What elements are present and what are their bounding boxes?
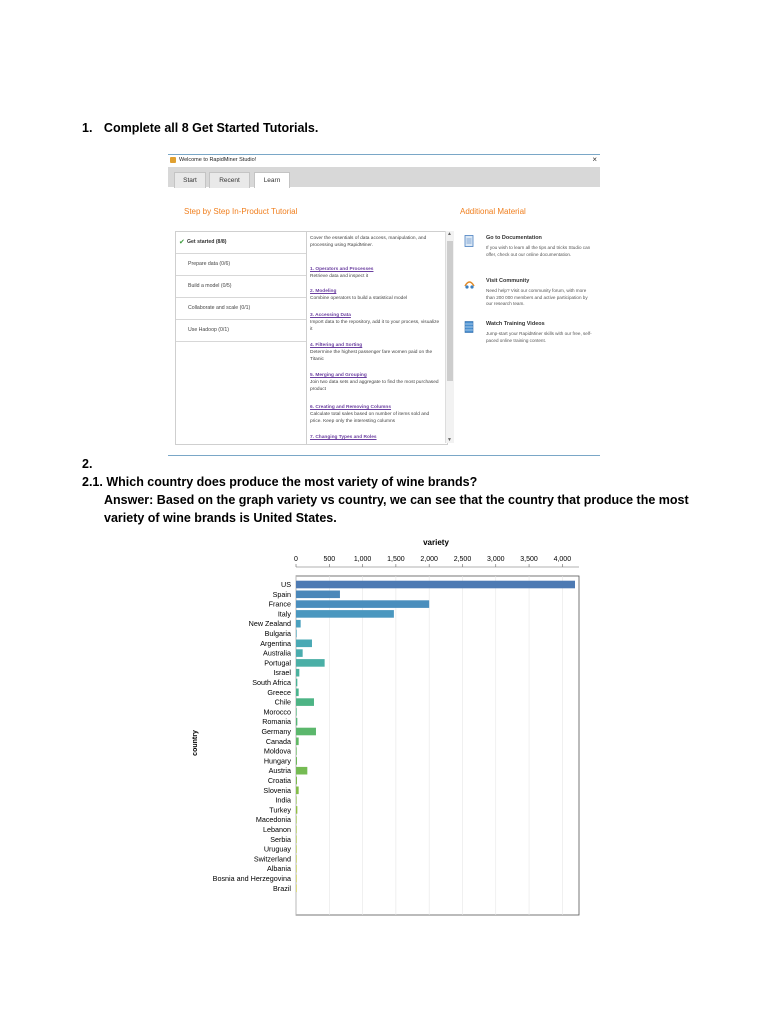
additional-desc: Need help? Visit our community forum, with more than 200 000 members and active participation by our research team. bbox=[486, 288, 588, 306]
close-icon[interactable]: × bbox=[592, 155, 597, 164]
x-axis-title: variety bbox=[423, 538, 449, 547]
bar bbox=[296, 669, 299, 677]
x-tick-label: 2,000 bbox=[420, 556, 438, 563]
tutorial-step[interactable] bbox=[310, 342, 440, 363]
bar bbox=[296, 610, 394, 618]
window-titlebar bbox=[168, 155, 600, 167]
step-title[interactable]: 4. Filtering and Sorting bbox=[310, 343, 363, 348]
answer-line-1: Answer: Based on the graph variety vs country, we can see that the country that produce the most bbox=[104, 493, 689, 507]
description-scrollbar[interactable] bbox=[445, 231, 454, 443]
step-title[interactable]: 3. Accessing Data bbox=[310, 313, 351, 318]
step-title[interactable]: 6. Creating and Removing Columns bbox=[310, 405, 392, 410]
q2-number: 2. bbox=[82, 457, 93, 471]
step-title[interactable]: 7. Changing Types and Roles bbox=[310, 435, 377, 440]
bar bbox=[296, 698, 314, 706]
rapidminer-logo-icon bbox=[170, 157, 176, 163]
y-axis-title: country bbox=[192, 730, 199, 756]
category-label: Austria bbox=[268, 766, 291, 776]
bar bbox=[296, 738, 299, 746]
category-label: Slovenia bbox=[263, 785, 291, 795]
category-label: Spain bbox=[272, 589, 291, 599]
category-label: Serbia bbox=[270, 834, 291, 844]
tutorial-item-label: Prepare data (0/6) bbox=[188, 261, 231, 267]
step-desc: Combine operators to build a statistical model bbox=[310, 296, 408, 301]
category-label: Australia bbox=[263, 648, 291, 658]
category-label: Bulgaria bbox=[264, 629, 291, 638]
category-label: Greece bbox=[267, 687, 291, 697]
bar bbox=[296, 640, 312, 648]
x-tick-label: 3,000 bbox=[486, 556, 505, 563]
category-label: Chile bbox=[274, 697, 291, 707]
tutorial-item-collaborate[interactable] bbox=[176, 298, 306, 320]
bar bbox=[296, 718, 297, 726]
x-tick-label: 3,500 bbox=[520, 556, 538, 563]
q1-text: Complete all 8 Get Started Tutorials. bbox=[103, 121, 319, 135]
bar bbox=[296, 649, 303, 657]
step-desc: Join two data sets and aggregate to find the most purchased product bbox=[310, 380, 439, 392]
bar bbox=[296, 581, 575, 589]
bar bbox=[296, 689, 299, 697]
tutorial-step[interactable] bbox=[310, 372, 440, 393]
scroll-up-icon[interactable]: ▲ bbox=[447, 231, 452, 237]
tutorial-step[interactable] bbox=[310, 434, 440, 441]
category-label: Switzerland bbox=[253, 854, 291, 864]
additional-desc: If you wish to learn all the tips and tricks Studio can offer, check out our online documentation. bbox=[486, 245, 591, 257]
scrollbar-thumb[interactable] bbox=[447, 241, 453, 381]
bar bbox=[296, 679, 297, 687]
x-tick-label: 2,500 bbox=[453, 556, 472, 563]
bar bbox=[296, 591, 340, 599]
bar bbox=[296, 806, 297, 814]
bar bbox=[296, 845, 297, 853]
tutorial-list bbox=[175, 231, 307, 445]
tutorial-item-build-model[interactable] bbox=[176, 276, 306, 298]
step-title[interactable]: 5. Merging and Grouping bbox=[310, 373, 367, 378]
document-icon bbox=[464, 235, 475, 247]
additional-title[interactable]: Go to Documentation bbox=[486, 235, 542, 241]
x-tick-label: 4,000 bbox=[553, 556, 572, 563]
video-icon bbox=[464, 321, 475, 333]
bar bbox=[296, 836, 297, 844]
bar bbox=[296, 620, 301, 628]
category-label: Italy bbox=[277, 609, 291, 619]
step-desc: Import data to the repository, add it to your process, visualize it bbox=[310, 320, 440, 332]
tab-learn[interactable]: Learn bbox=[254, 172, 290, 188]
bar bbox=[296, 747, 297, 755]
step-desc: Retrieve data and inspect it bbox=[310, 274, 369, 279]
bar bbox=[296, 630, 297, 638]
window-title: Welcome to RapidMiner Studio! bbox=[179, 157, 257, 163]
x-tick-label: 1,000 bbox=[353, 556, 372, 563]
tutorial-item-label: Use Hadoop (0/1) bbox=[188, 327, 229, 333]
bar bbox=[296, 659, 325, 667]
tab-recent[interactable]: Recent bbox=[209, 172, 250, 188]
category-label: New Zealand bbox=[248, 619, 291, 629]
q1-number: 1. bbox=[82, 121, 93, 135]
additional-desc: Jump-start your RapidMiner skills with our free, self-paced online training content. bbox=[486, 331, 592, 343]
tutorial-step[interactable] bbox=[310, 404, 440, 425]
community-icon bbox=[464, 278, 475, 290]
tutorial-item-hadoop[interactable] bbox=[176, 320, 306, 342]
rapidminer-welcome-window bbox=[168, 154, 600, 456]
tutorial-item-label: Collaborate and scale (0/1) bbox=[188, 305, 251, 311]
bar bbox=[296, 875, 297, 883]
scroll-down-icon[interactable]: ▼ bbox=[447, 437, 452, 443]
plot-area bbox=[296, 576, 579, 915]
bar bbox=[296, 885, 297, 893]
category-label: Turkey bbox=[269, 805, 291, 815]
category-label: Albania bbox=[267, 864, 291, 874]
x-tick-label: 1,500 bbox=[387, 556, 405, 563]
category-label: Lebanon bbox=[263, 825, 291, 834]
bar bbox=[296, 816, 297, 824]
category-label: Macedonia bbox=[255, 815, 291, 825]
tutorial-item-get-started[interactable] bbox=[176, 232, 306, 254]
x-tick-label: 0 bbox=[294, 556, 298, 563]
category-label: France bbox=[268, 599, 291, 609]
step-title[interactable]: 2. Modeling bbox=[310, 289, 337, 294]
category-label: US bbox=[281, 580, 291, 589]
additional-heading: Additional Material bbox=[460, 207, 526, 216]
category-label: Hungary bbox=[263, 756, 291, 766]
bar bbox=[296, 796, 297, 804]
category-label: Bosnia and Herzegovina bbox=[212, 874, 291, 883]
q2-1-number: 2.1. bbox=[82, 475, 103, 489]
tutorial-item-label: Build a model (0/5) bbox=[188, 283, 232, 289]
category-label: Argentina bbox=[260, 638, 291, 648]
category-label: Israel bbox=[273, 668, 291, 678]
bar bbox=[296, 855, 297, 863]
checkmark-icon: ✔ bbox=[179, 239, 185, 246]
category-label: Croatia bbox=[267, 776, 291, 785]
category-label: Brazil bbox=[273, 883, 291, 893]
bar bbox=[296, 600, 429, 608]
category-label: India bbox=[275, 795, 291, 805]
x-tick-label: 500 bbox=[323, 556, 336, 563]
category-label: Morocco bbox=[263, 707, 291, 717]
tutorial-intro: Cover the essentials of data access, manipulation, and processing using RapidMiner. bbox=[310, 236, 427, 248]
bar bbox=[296, 826, 297, 834]
tutorial-item-prepare-data[interactable] bbox=[176, 254, 306, 276]
tutorial-heading: Step by Step In-Product Tutorial bbox=[184, 207, 298, 216]
variety-by-country-chart bbox=[180, 535, 590, 920]
step-desc: Calculate total sales based on number of items sold and price. Keep only the interesting columns bbox=[310, 412, 430, 424]
bar bbox=[296, 757, 297, 765]
bar bbox=[296, 708, 297, 716]
bar bbox=[296, 777, 297, 785]
additional-title[interactable]: Visit Community bbox=[486, 278, 530, 284]
answer-line-2: variety of wine brands is United States. bbox=[104, 511, 337, 525]
bar bbox=[296, 865, 297, 873]
q2-1-question bbox=[82, 473, 477, 491]
bar bbox=[296, 787, 299, 795]
tab-start[interactable]: Start bbox=[174, 172, 206, 188]
tab-bar bbox=[168, 167, 600, 187]
tutorial-step[interactable] bbox=[310, 312, 440, 333]
category-label: Germany bbox=[261, 727, 291, 736]
category-label: Canada bbox=[265, 736, 291, 746]
tutorial-description-panel bbox=[306, 231, 448, 445]
bar bbox=[296, 728, 316, 736]
tutorial-item-label: Get started (8/8) bbox=[187, 239, 227, 245]
bar bbox=[296, 767, 307, 775]
tutorial-step[interactable] bbox=[310, 288, 440, 302]
step-title[interactable]: 1. Operators and Processes bbox=[310, 267, 374, 272]
additional-title[interactable]: Watch Training Videos bbox=[486, 321, 545, 327]
category-label: Uruguay bbox=[263, 844, 291, 854]
category-label: South Africa bbox=[252, 678, 291, 687]
q1-heading bbox=[82, 119, 318, 137]
category-label: Moldova bbox=[263, 746, 291, 756]
category-label: Romania bbox=[262, 717, 291, 727]
step-desc: Determine the highest passenger fare women paid on the Titanic bbox=[310, 350, 433, 362]
category-label: Portugal bbox=[264, 658, 291, 668]
q2-1-text: Which country does produce the most variety of wine brands? bbox=[106, 475, 478, 489]
tutorial-step[interactable] bbox=[310, 266, 440, 280]
